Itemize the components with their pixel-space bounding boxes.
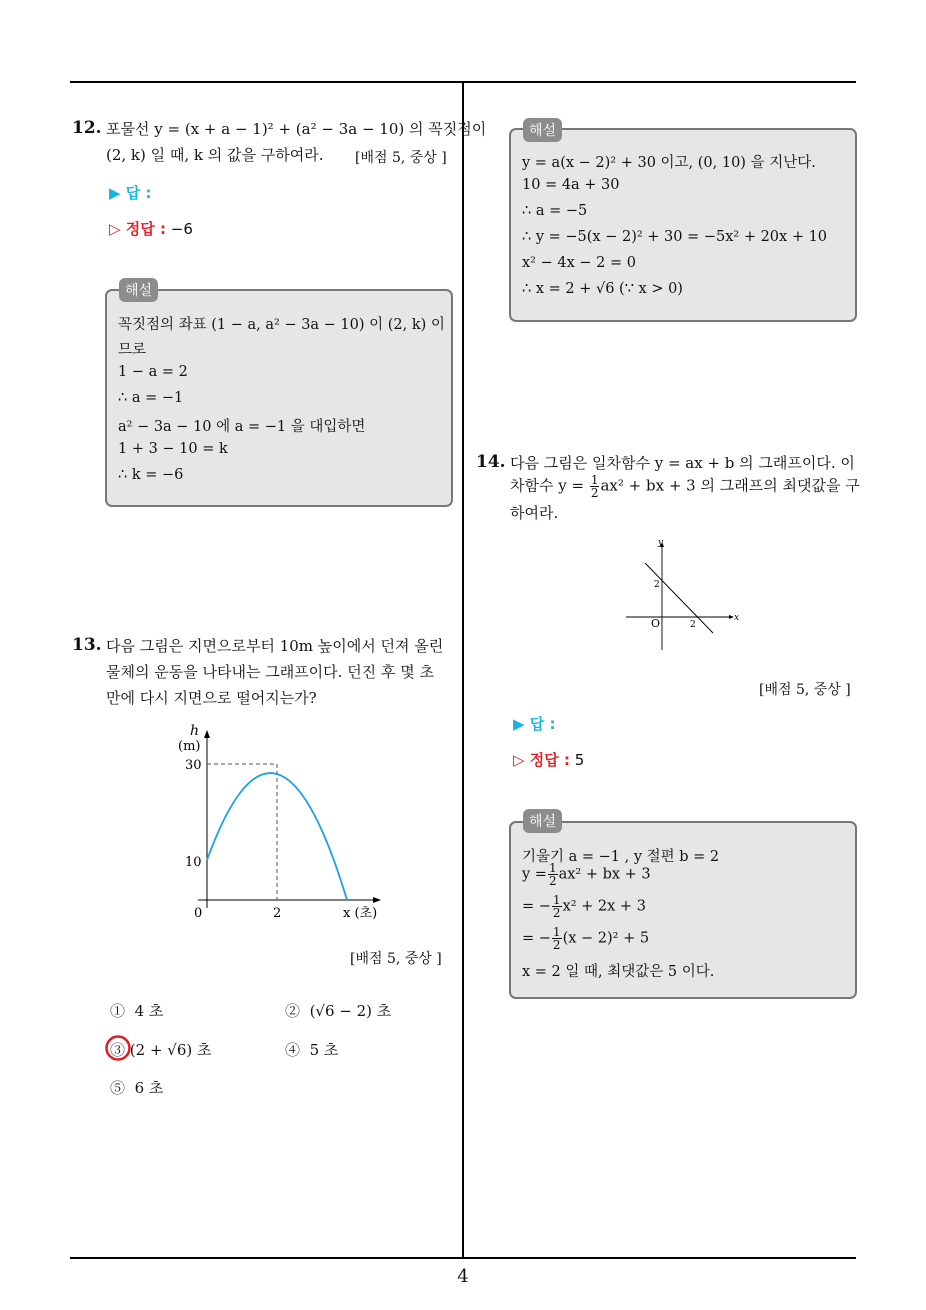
q14-explain-line: x = 2 일 때, 최댓값은 5 이다. xyxy=(522,964,715,980)
q12-explain-line: 꼭짓점의 좌표 (1 − a, a² − 3a − 10) 이 (2, k) 이 xyxy=(118,317,445,333)
q14-key xyxy=(513,749,584,770)
q12-explain-line: ∴ a = −1 xyxy=(118,390,184,406)
q14-linear-graph xyxy=(620,536,750,654)
page-number: 4 xyxy=(457,1266,469,1287)
xtick-2: 2 xyxy=(690,620,696,630)
q12-explain-line: 1 + 3 − 10 = k xyxy=(118,441,228,457)
q13-choice-2[interactable]: ② (√6 − 2) 초 xyxy=(285,1002,392,1020)
bottom-rule xyxy=(70,1257,856,1259)
q12-key-value: −6 xyxy=(170,220,193,238)
x-label: x xyxy=(734,613,740,623)
q13-text-line3: 만에 다시 지면으로 떨어지는가? xyxy=(106,689,317,707)
q14-explain-line: = − $\frac{1}{2}$ (x − 2)² + 5 xyxy=(522,925,650,952)
q12-explain-line: 므로 xyxy=(118,342,147,358)
q14-explain-line: = − $\frac{1}{2}$ x² + 2x + 3 xyxy=(522,893,646,920)
ytick-10: 10 xyxy=(185,855,202,870)
q12-explain-tag: 해설 xyxy=(119,278,158,302)
y-label: y xyxy=(658,538,664,548)
origin-label: O xyxy=(651,617,661,630)
q14-number: 14. xyxy=(476,452,506,472)
q13-score: [배점 5, 중상 ] xyxy=(350,951,442,967)
unit-label: (m) xyxy=(178,739,201,754)
q14-key-value: 5 xyxy=(574,751,585,769)
q14-explain-line: y = $\frac{1}{2}$ ax² + bx + 3 xyxy=(522,861,651,888)
q14-text-line1: 다음 그림은 일차함수 y = ax + b 의 그래프이다. 이 xyxy=(510,454,855,472)
q14-text-line2: 차함수 y = $\frac{1}{2}$ ax² + bx + 3 의 그래프의 최댓값을 구 xyxy=(510,473,860,500)
y-axis-arrow xyxy=(204,730,210,738)
q12-explain-line: ∴ k = −6 xyxy=(118,467,184,483)
q13-text-line1: 다음 그림은 지면으로부터 10m 높이에서 던져 올린 xyxy=(106,637,444,655)
half-fraction: $\frac{1}{2}$ xyxy=(590,473,599,500)
q13-explain-line: 10 = 4a + 30 xyxy=(522,177,620,193)
q12-text-line2: (2, k) 일 때, k 의 값을 구하여라. xyxy=(106,146,324,164)
q13-choice-3[interactable]: ③ (2 + √6) 초 xyxy=(110,1041,212,1059)
q13-explain-line: ∴ y = −5(x − 2)² + 30 = −5x² + 20x + 10 xyxy=(522,229,828,245)
q13-projectile-graph xyxy=(170,718,400,928)
q12-score: [배점 5, 중상 ] xyxy=(355,150,447,166)
q14-answer-label: ▶ 답 : xyxy=(513,715,556,733)
q13-choice-5[interactable]: ⑤ 6 초 xyxy=(110,1079,164,1097)
q12-text-line1: 포물선 y = (x + a − 1)² + (a² − 3a − 10) 의 꼭짓점이 xyxy=(106,120,487,138)
q14-score: [배점 5, 중상 ] xyxy=(759,682,851,698)
q13-explain-tag: 해설 xyxy=(523,118,562,142)
q12-explain-line: a² − 3a − 10 에 a = −1 을 대입하면 xyxy=(118,419,366,435)
q13-explain-line: x² − 4x − 2 = 0 xyxy=(522,255,636,271)
q12-explain-line: 1 − a = 2 xyxy=(118,364,188,380)
q14-explain-tag: 해설 xyxy=(523,809,562,833)
column-divider xyxy=(462,81,464,1259)
q12-key-label: ▷ 정답 : xyxy=(109,220,166,238)
q12-answer-label: ▶ 답 : xyxy=(109,184,152,202)
q14-key-label: ▷ 정답 : xyxy=(513,751,570,769)
xtick-2: 2 xyxy=(273,906,282,921)
q13-number: 13. xyxy=(72,635,102,655)
q13-text-line2: 물체의 운동을 나타내는 그래프이다. 던진 후 몇 초 xyxy=(106,663,434,681)
q13-explain-line: y = a(x − 2)² + 30 이고, (0, 10) 을 지난다. xyxy=(522,155,816,171)
q14-text-line3: 하여라. xyxy=(510,504,559,522)
q13-choice-1[interactable]: ① 4 초 xyxy=(110,1002,164,1020)
q13-choice-4[interactable]: ④ 5 초 xyxy=(285,1041,339,1059)
q13-explain-line: ∴ x = 2 + √6 (∵ x > 0) xyxy=(522,281,683,297)
selected-choice-circle xyxy=(103,1033,133,1063)
x-label: x (초) xyxy=(343,906,378,921)
x-axis-arrow xyxy=(373,897,381,903)
ytick-2: 2 xyxy=(654,580,660,590)
q12-number: 12. xyxy=(72,118,102,138)
origin-label: 0 xyxy=(194,906,203,921)
q12-key xyxy=(109,218,193,239)
ytick-30: 30 xyxy=(185,758,202,773)
h-label: h xyxy=(190,723,200,739)
q14-explain-line: 기울기 a = −1 , y 절편 b = 2 xyxy=(522,849,720,865)
q13-explain-line: ∴ a = −5 xyxy=(522,203,588,219)
